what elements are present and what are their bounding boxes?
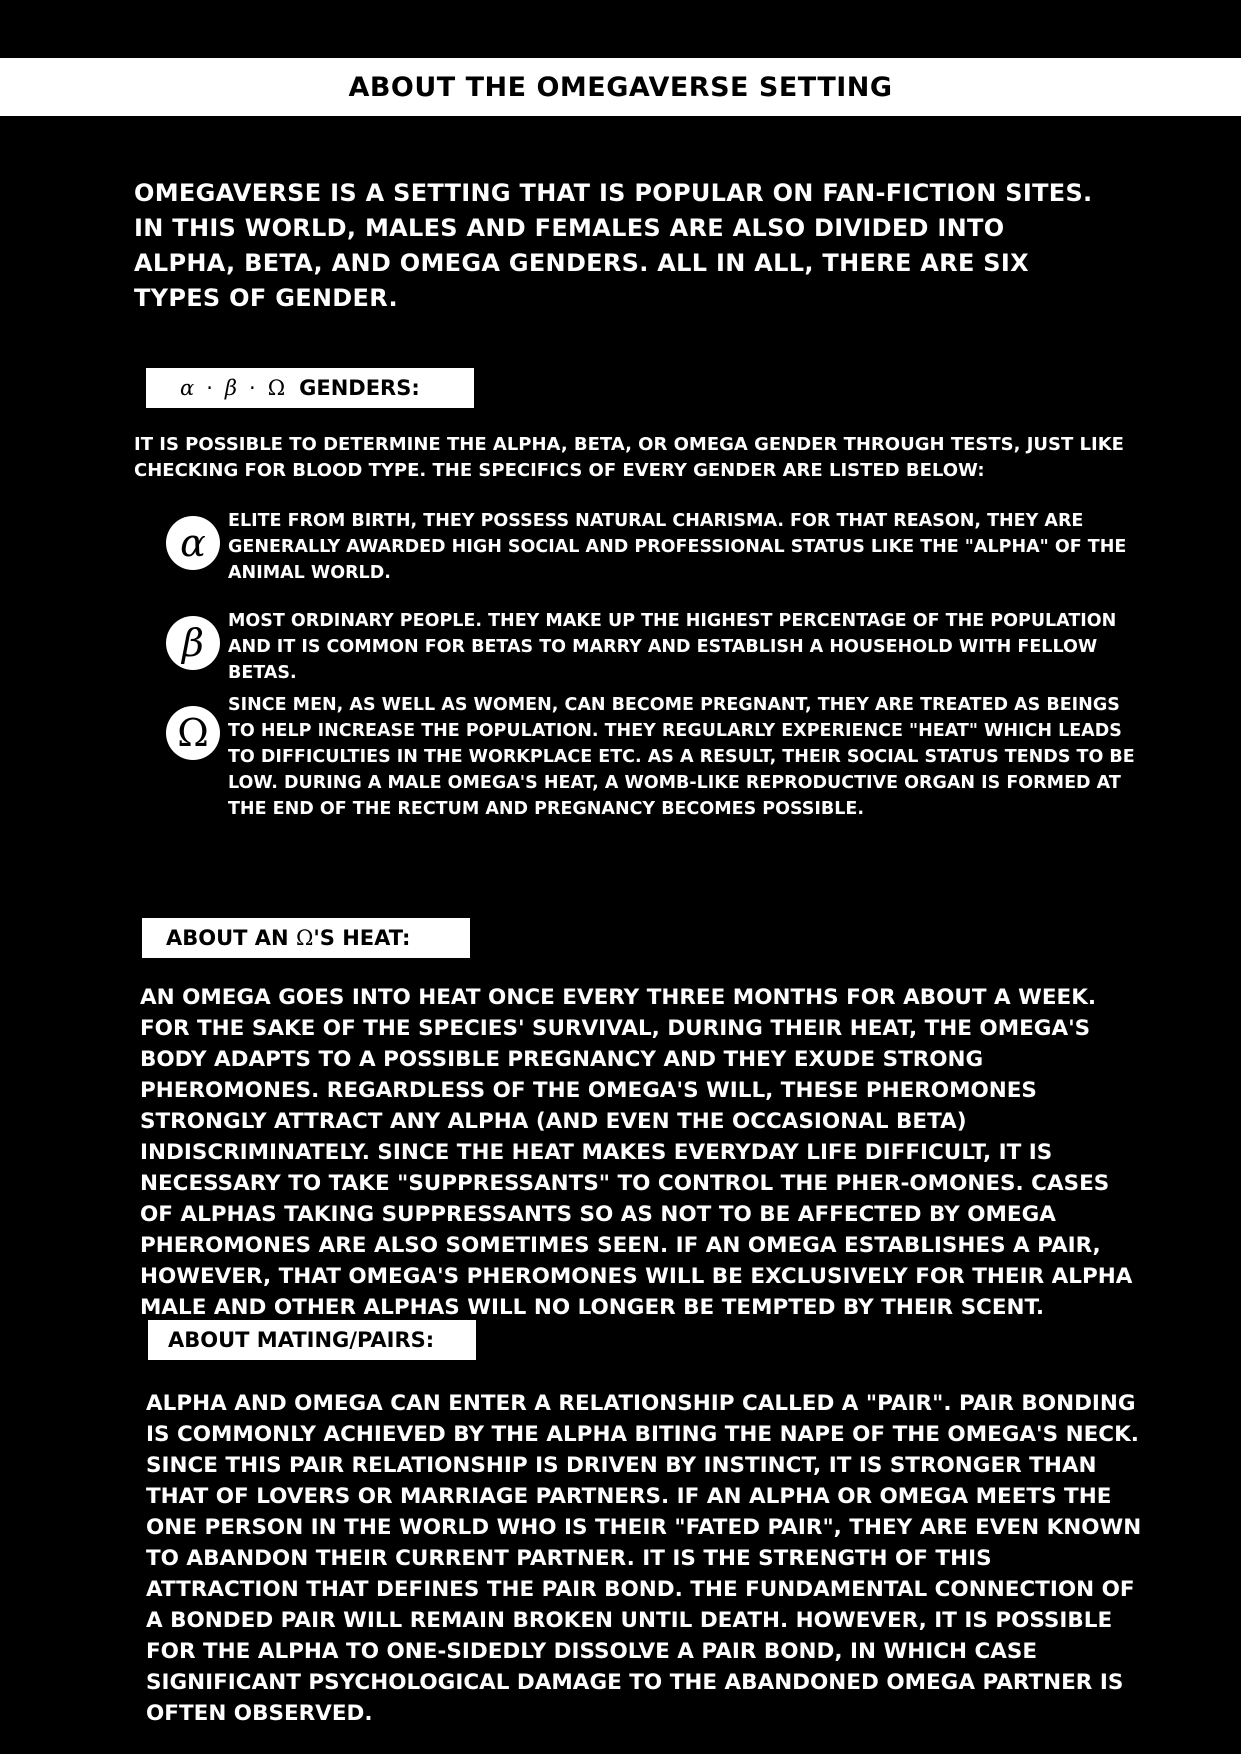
beta-badge-icon: β: [166, 616, 220, 670]
mating-label-text: ABOUT MATING/PAIRS:: [168, 1328, 435, 1352]
mating-paragraph: ALPHA AND OMEGA CAN ENTER A RELATIONSHIP CALLED A "PAIR". PAIR BONDING IS COMMONLY ACHIEVED BY THE ALPHA BITING THE NAPE OF THE OMEGA'S NECK. SINCE THIS PAIR RELATIONSHIP IS DRIVEN BY INSTINCT, IT IS STRONGER THAN THAT OF LOVERS OR MARRIAGE PARTNERS. IF AN ALPHA OR OMEGA MEETS THE ONE PERSON IN THE WORLD WHO IS THEIR "FATED PAIR", THEY ARE EVEN KNOWN TO ABANDON THEIR CURRENT PARTNER. IT IS THE STRENGTH OF THIS ATTRACTION THAT DEFINES THE PAIR BOND. THE FUNDAMENTAL CONNECTION OF A BONDED PAIR WILL REMAIN BROKEN UNTIL DEATH. HOWEVER, IT IS POSSIBLE FOR THE ALPHA TO ONE-SIDEDLY DISSOLVE A PAIR BOND, IN WHICH CASE SIGNIFICANT PSYCHOLOGICAL DAMAGE TO THE ABANDONED OMEGA PARTNER IS OFTEN OBSERVED.: [146, 1391, 1142, 1726]
genders-section-label: [146, 368, 474, 408]
omega-badge-icon: Ω: [166, 706, 220, 760]
heat-section-label: [142, 918, 470, 958]
alpha-badge-icon: α: [166, 516, 220, 570]
genders-intro-paragraph: IT IS POSSIBLE TO DETERMINE THE ALPHA, BETA, OR OMEGA GENDER THROUGH TESTS, JUST LIKE CHECKING FOR BLOOD TYPE. THE SPECIFICS OF EVERY GENDER ARE LISTED BELOW:: [134, 434, 1124, 481]
heat-label-prefix: ABOUT AN: [166, 926, 296, 950]
omega-symbol: Ω: [295, 926, 314, 950]
beta-symbol: β: [224, 376, 238, 400]
page-title-banner: [0, 58, 1241, 116]
mating-section-label: [148, 1320, 476, 1360]
gender-item-text: SINCE MEN, AS WELL AS WOMEN, CAN BECOME PREGNANT, THEY ARE TREATED AS BEINGS TO HELP INCREASE THE POPULATION. THEY REGULARLY EXPERIENCE "HEAT" WHICH LEADS TO DIFFICULTIES IN THE WORKPLACE ETC. AS A RESULT, THEIR SOCIAL STATUS TENDS TO BE LOW. DURING A MALE OMEGA'S HEAT, A WOMB-LIKE REPRODUCTIVE ORGAN IS FORMED AT THE END OF THE RECTUM AND PREGNANCY BECOMES POSSIBLE.: [228, 695, 1135, 819]
alpha-symbol: α: [180, 376, 195, 400]
genders-label-text: GENDERS:: [299, 376, 420, 400]
gender-item-beta: [166, 608, 1146, 686]
heat-paragraph: AN OMEGA GOES INTO HEAT ONCE EVERY THREE MONTHS FOR ABOUT A WEEK. FOR THE SAKE OF THE SPECIES' SURVIVAL, DURING THEIR HEAT, THE OMEGA'S BODY ADAPTS TO A POSSIBLE PREGNANCY AND THEY EXUDE STRONG PHEROMONES. REGARDLESS OF THE OMEGA'S WILL, THESE PHEROMONES STRONGLY ATTRACT ANY ALPHA (AND EVEN THE OCCASIONAL BETA) INDISCRIMINATELY. SINCE THE HEAT MAKES EVERYDAY LIFE DIFFICULT, IT IS NECESSARY TO TAKE "SUPPRESSANTS" TO CONTROL THE PHER-OMONES. CASES OF ALPHAS TAKING SUPPRESSANTS SO AS NOT TO BE AFFECTED BY OMEGA PHEROMONES ARE ALSO SOMETIMES SEEN. IF AN OMEGA ESTABLISHES A PAIR, HOWEVER, THAT OMEGA'S PHEROMONES WILL BE EXCLUSIVELY FOR THEIR ALPHA MALE AND OTHER ALPHAS WILL NO LONGER BE TEMPTED BY THEIR SCENT.: [140, 985, 1133, 1320]
page-title: ABOUT THE OMEGAVERSE SETTING: [348, 71, 893, 103]
omega-symbol: Ω: [267, 376, 286, 400]
separator-dot: ·: [249, 376, 256, 400]
heat-label-suffix: 'S HEAT:: [313, 926, 411, 950]
gender-item-alpha: [166, 508, 1146, 586]
intro-paragraph: OMEGAVERSE IS A SETTING THAT IS POPULAR ON FAN-FICTION SITES. IN THIS WORLD, MALES AND FEMALES ARE ALSO DIVIDED INTO ALPHA, BETA, AND OMEGA GENDERS. ALL IN ALL, THERE ARE SIX TYPES OF GENDER.: [134, 179, 1093, 312]
separator-dot: ·: [206, 376, 213, 400]
gender-item-text: ELITE FROM BIRTH, THEY POSSESS NATURAL CHARISMA. FOR THAT REASON, THEY ARE GENERALLY AWARDED HIGH SOCIAL AND PROFESSIONAL STATUS LIKE THE "ALPHA" OF THE ANIMAL WORLD.: [228, 511, 1127, 583]
gender-item-text: MOST ORDINARY PEOPLE. THEY MAKE UP THE HIGHEST PERCENTAGE OF THE POPULATION AND IT IS COMMON FOR BETAS TO MARRY AND ESTABLISH A HOUSEHOLD WITH FELLOW BETAS.: [228, 611, 1117, 683]
gender-item-omega: [166, 692, 1146, 822]
